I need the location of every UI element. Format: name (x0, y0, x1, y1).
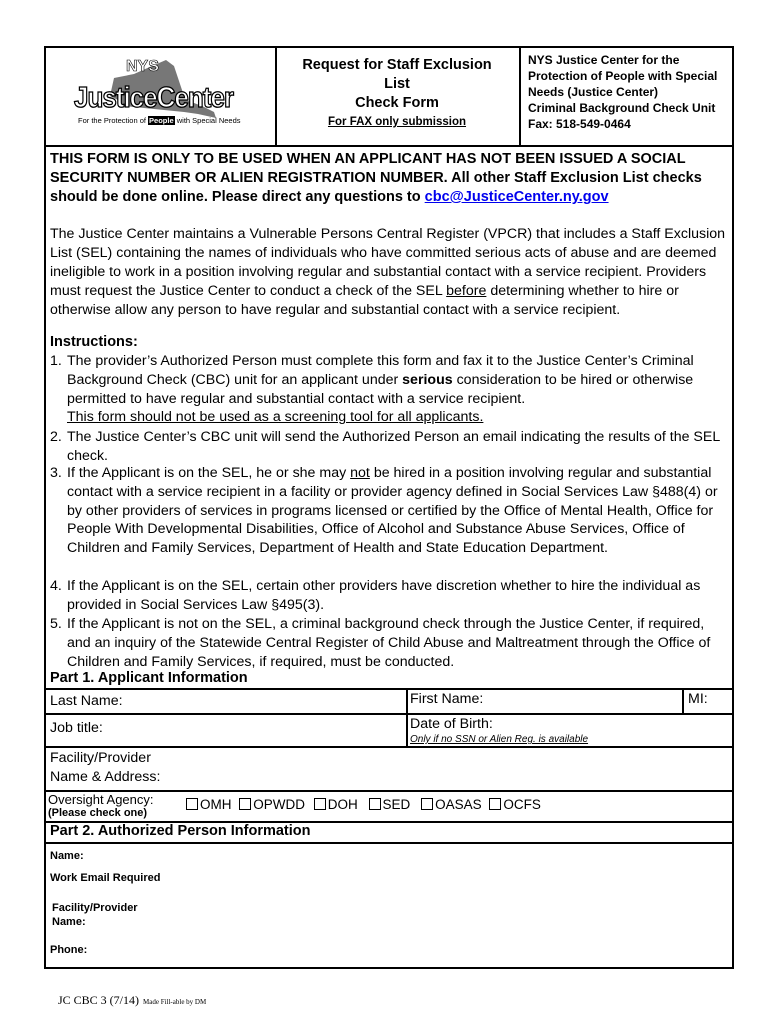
ap-email-label: Work Email Required (50, 872, 161, 884)
option-label: OCFS (503, 797, 541, 812)
header-divider-2 (519, 46, 521, 146)
item-text: If the Applicant is on the SEL, certain other providers have discretion whether to hire the individual as provided in Social Services Law §495(3). (67, 578, 701, 613)
checkbox[interactable] (239, 798, 251, 810)
dob-note: Only if no SSN or Alien Reg. is available (410, 734, 589, 745)
instruction-item-3 (50, 464, 730, 558)
item-note: This form should not be used as a screening tool for all applicants. (67, 409, 484, 426)
agency-fax: Fax: 518-549-0464 (528, 117, 631, 131)
checkbox[interactable] (369, 798, 381, 810)
contact-email-link[interactable]: cbc@JusticeCenter.ny.gov (424, 189, 609, 205)
dob-field[interactable] (500, 715, 730, 733)
ap-phone-field[interactable] (94, 940, 730, 958)
made-by-note: Made Fill-able by DM (143, 998, 207, 1006)
dob-label: Date of Birth: (410, 716, 493, 732)
ap-name-field[interactable] (90, 846, 730, 864)
part1-col-divider (406, 688, 408, 746)
agency-line: Criminal Background Check Unit (528, 101, 716, 115)
option-ocfs[interactable] (489, 797, 541, 812)
last-name-label: Last Name: (50, 693, 123, 709)
oversight-label: Oversight Agency: (48, 792, 154, 807)
checkbox[interactable] (314, 798, 326, 810)
header-bottom-rule (44, 145, 734, 147)
instruction-item-5 (50, 615, 730, 671)
intro-text-end: determining whether to hire or otherwise allow any person to have regular and substantial contact with a service recipient. (50, 283, 679, 318)
part2-heading: Part 2. Authorized Person Information (50, 823, 311, 839)
ap-name-label: Name: (50, 850, 84, 862)
job-title-field[interactable] (120, 715, 404, 745)
option-sed[interactable] (369, 797, 411, 812)
agency-line: Needs (Justice Center) (528, 85, 659, 99)
last-name-field[interactable] (140, 690, 405, 712)
agency-line: NYS Justice Center for the (528, 53, 680, 67)
mi-label: MI: (688, 691, 708, 707)
logo-main-text: JusticeCenter (74, 80, 233, 114)
form-id: JC CBC 3 (7/14) (58, 993, 140, 1007)
mi-divider (682, 688, 684, 713)
facility-address-field[interactable] (170, 750, 730, 788)
option-label: OASAS (435, 797, 482, 812)
option-label: OMH (200, 797, 232, 812)
item-text: The Justice Center’s CBC unit will send the Authorized Person an email indicating the results of the SEL check. (67, 429, 720, 464)
title-line-2: List (384, 76, 410, 92)
option-oasas[interactable] (421, 797, 482, 812)
item-number: 4. (50, 578, 62, 594)
agency-info (528, 52, 733, 132)
intro-text: The Justice Center maintains a Vulnerable Persons Central Register (VPCR) that includes a Staff Exclusion List (SEL) containing the names of individuals who have committed serious acts of abuse and are deemed ineligible to work in a position involving regular and substantial contact with a service recipient. Providers must request the Justice Center to conduct a check of the SEL (50, 226, 726, 299)
facility-label (50, 749, 160, 787)
intro-underlined: before (446, 283, 487, 299)
instruction-item-2 (50, 428, 730, 466)
instructions-heading: Instructions: (50, 334, 138, 350)
facility-label-line: Name & Address: (50, 769, 161, 785)
option-omh[interactable] (186, 797, 232, 812)
option-opwdd[interactable] (239, 797, 305, 812)
first-name-label: First Name: (410, 691, 484, 707)
title-line-3: Check Form (355, 95, 439, 111)
ap-phone-label: Phone: (50, 944, 88, 956)
item-bold: serious (402, 371, 453, 388)
justice-center-logo (74, 56, 244, 132)
ap-email-field[interactable] (170, 868, 730, 886)
agency-line: Protection of People with Special (528, 69, 718, 83)
ap-facility-label (52, 901, 138, 929)
form-title (277, 56, 517, 132)
fax-note: For FAX only submission (327, 116, 467, 128)
logo-tagline: For the Protection of People with Special Needs (78, 116, 241, 125)
first-name-field[interactable] (490, 690, 680, 712)
item-text: The provider’s Authorized Person must complete this form and fax it to the Justice Center’s Criminal Background Check (CBC) unit for an applicant under (67, 353, 694, 388)
item-number: 2. (50, 429, 62, 445)
item-text-end: consideration to be hired or otherwise permitted to have regular and substantial contact with a service recipient. (67, 371, 694, 407)
item-number: 1. (50, 353, 62, 369)
warning-text (50, 150, 730, 207)
intro-paragraph (50, 225, 730, 320)
ap-facility-label-line: Facility/Provider (52, 902, 138, 914)
form-footer (58, 993, 206, 1008)
warning-body: THIS FORM IS ONLY TO BE USED WHEN AN APPLICANT HAS NOT BEEN ISSUED A SOCIAL SECURITY NUMBER OR ALIEN REGISTRATION NUMBER. All other Staff Exclusion List checks should be done online. Please direct any questions to (50, 151, 702, 205)
instruction-item-1 (50, 352, 730, 427)
oversight-options (186, 797, 541, 812)
part1-heading: Part 1. Applicant Information (50, 670, 248, 686)
ap-facility-field[interactable] (150, 900, 730, 928)
job-title-label: Job title: (50, 720, 103, 736)
option-label: OPWDD (253, 797, 306, 812)
ap-facility-label-line: Name: (52, 916, 86, 928)
item-number: 3. (50, 465, 62, 481)
facility-label-line: Facility/Provider (50, 750, 151, 766)
item-text: If the Applicant is not on the SEL, a criminal background check through the Justice Center, if required, and an inquiry of the Statewide Central Register of Child Abuse and Maltreatment through the Office of Children and Family Services, if required, must be conducted. (67, 616, 711, 670)
logo-nys-text: NYS (126, 58, 159, 75)
mi-field[interactable] (712, 690, 732, 712)
option-label: SED (382, 797, 411, 812)
row-rule (44, 746, 734, 748)
oversight-note: (Please check one) (48, 807, 148, 819)
checkbox[interactable] (186, 798, 198, 810)
row-rule (44, 842, 734, 844)
option-label: DOH (327, 797, 358, 812)
option-doh[interactable] (314, 797, 358, 812)
item-underlined: not (350, 465, 370, 481)
instruction-item-4 (50, 577, 730, 615)
title-line-1: Request for Staff Exclusion (302, 57, 492, 73)
item-text: If the Applicant is on the SEL, he or she may (67, 465, 351, 481)
item-text-end: be hired in a position involving regular and substantial contact with a service recipient in a facility or provider agency defined in Social Services Law §488(4) or by other providers of services in programs licensed or certified by the Office of Mental Health, Office for People With Developmental Disabilities, Office of Alcohol and Substance Abuse Services, Office of Children and Family Services, Department of Health and State Education Department. (67, 465, 718, 557)
item-number: 5. (50, 616, 62, 632)
checkbox[interactable] (421, 798, 433, 810)
checkbox[interactable] (489, 798, 501, 810)
